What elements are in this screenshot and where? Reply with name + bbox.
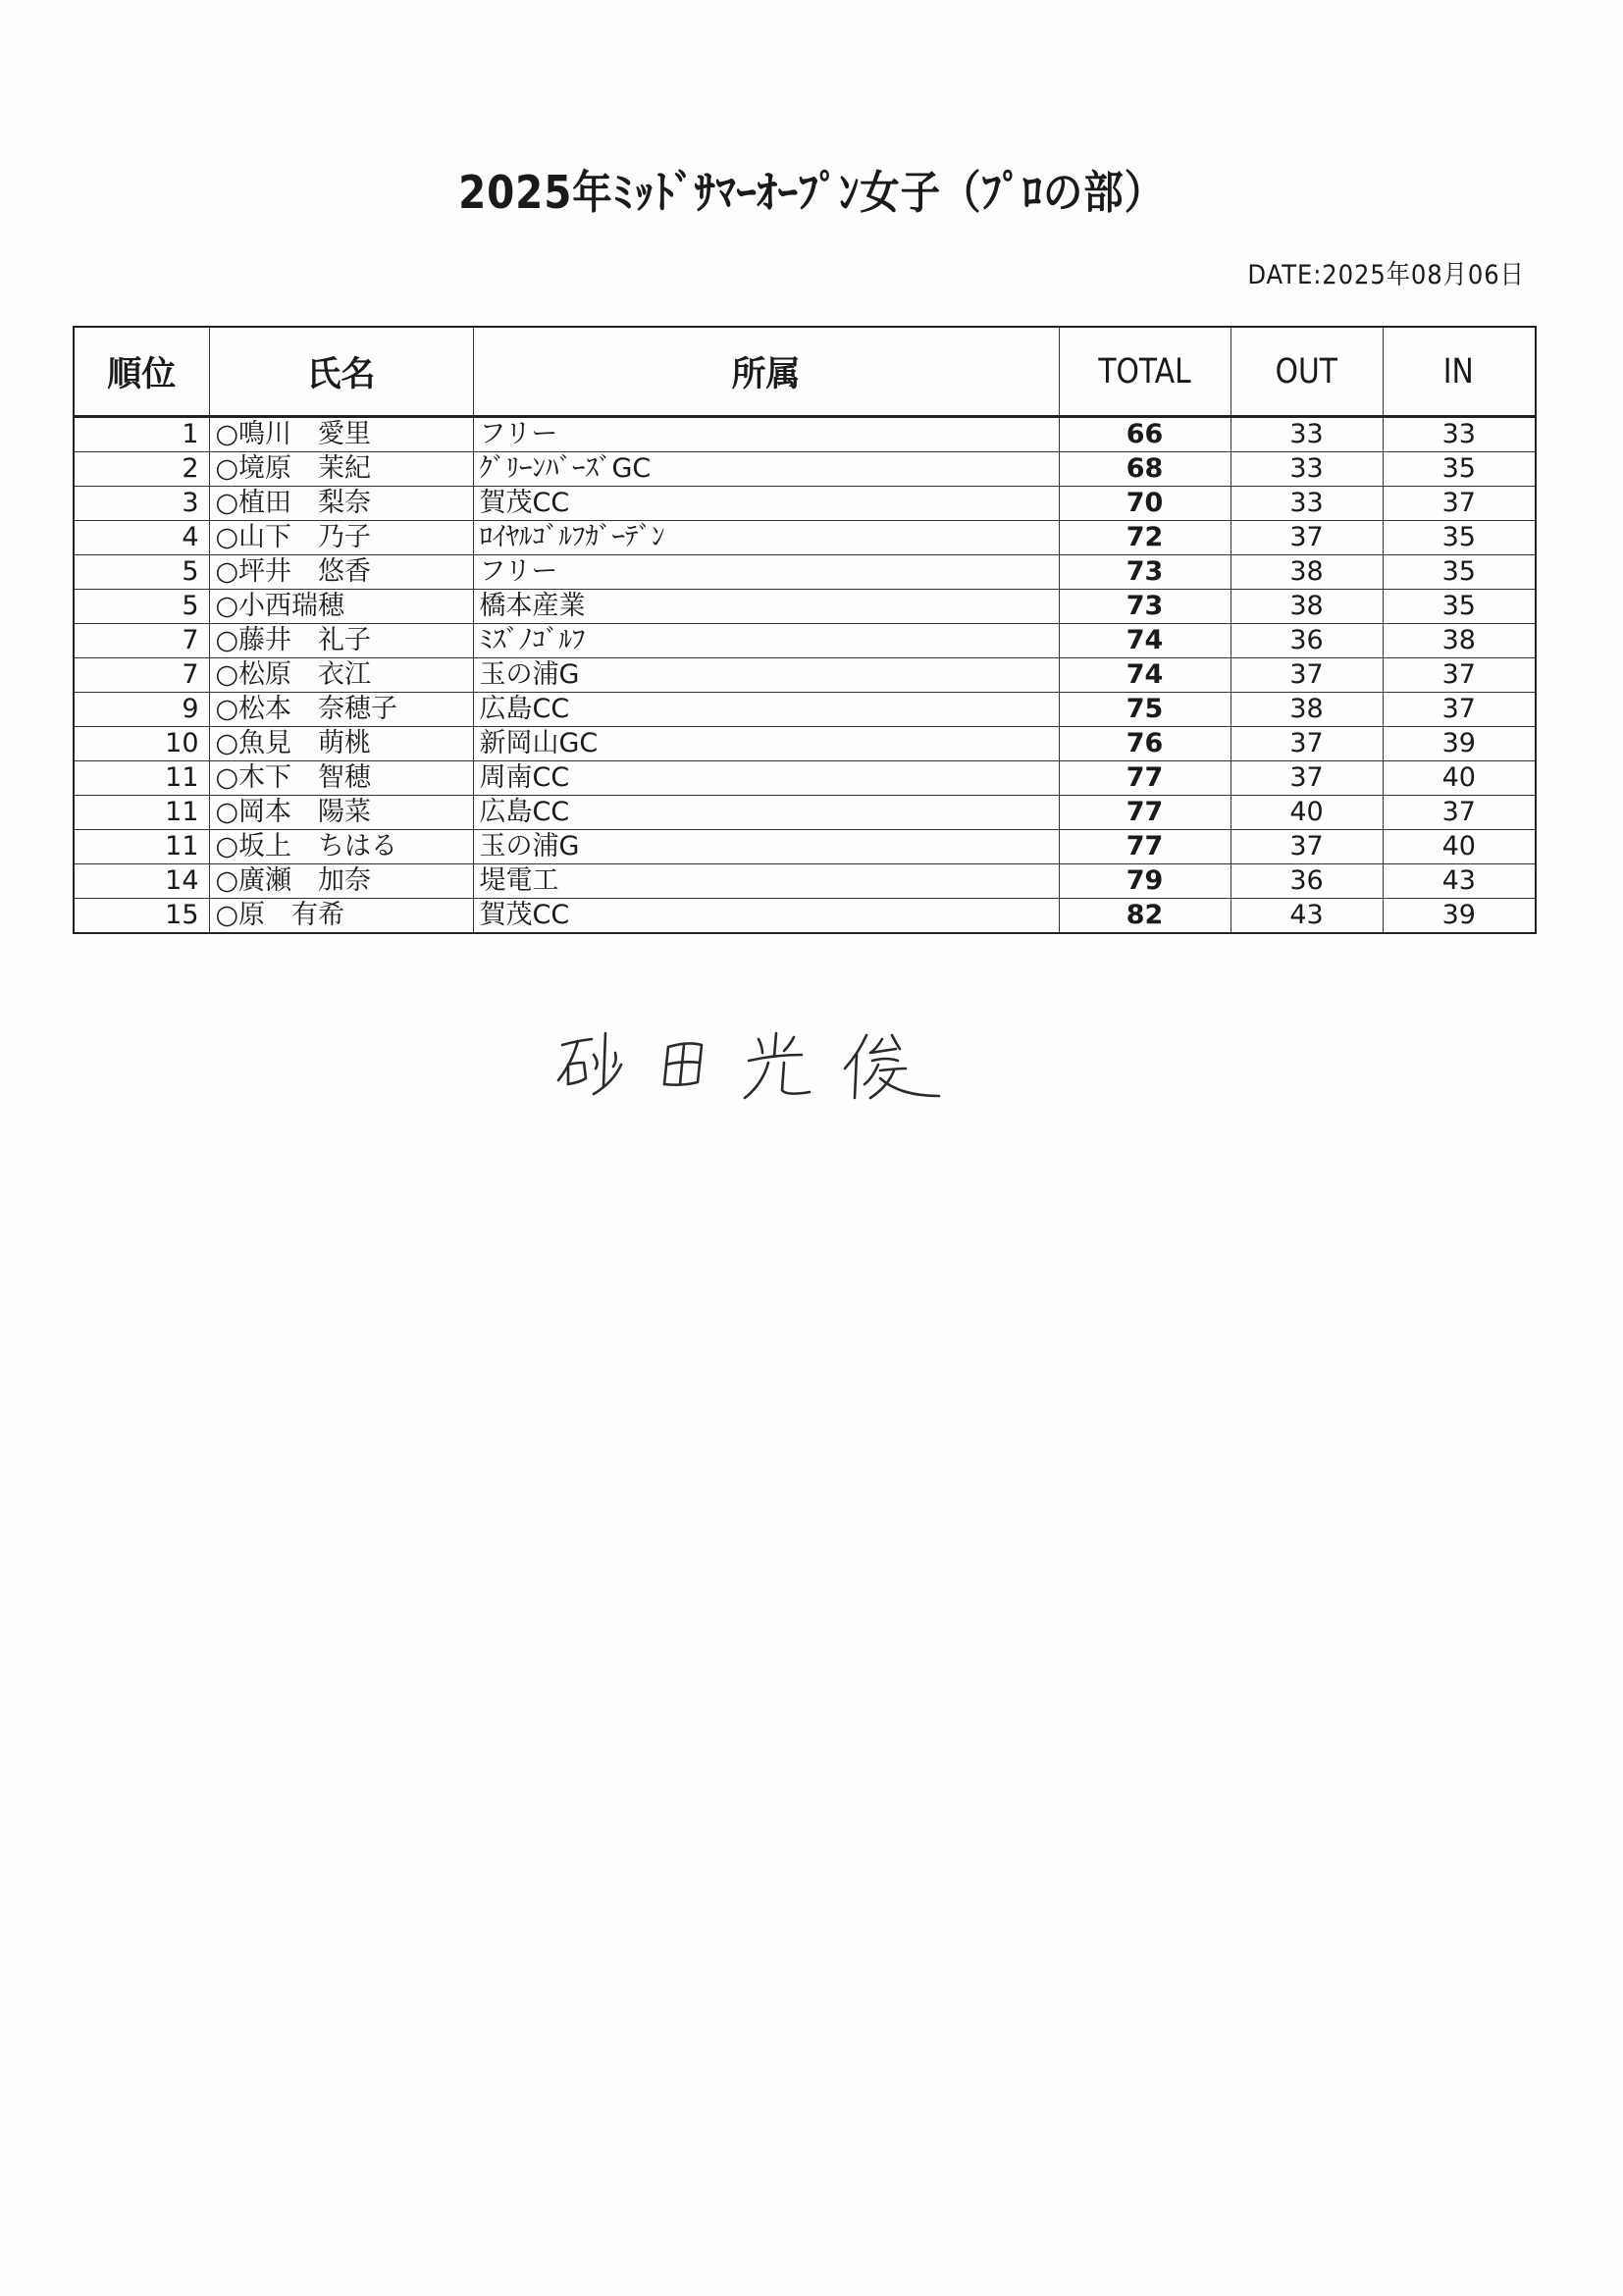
- cell-rank: 7: [74, 624, 209, 658]
- cell-in: 37: [1383, 487, 1536, 521]
- cell-player-name: ○坂上 ちはる: [209, 830, 473, 864]
- results-table: [73, 326, 1537, 934]
- table-row: [74, 452, 1536, 487]
- cell-out: 38: [1230, 693, 1383, 727]
- cell-in: 37: [1383, 796, 1536, 830]
- cell-affiliation: 賀茂CC: [473, 487, 1059, 521]
- cell-out: 38: [1230, 555, 1383, 590]
- cell-rank: 15: [74, 899, 209, 934]
- cell-player-name: ○小西瑞穂: [209, 590, 473, 624]
- cell-in: 35: [1383, 452, 1536, 487]
- cell-in: 39: [1383, 727, 1536, 761]
- table-row: [74, 624, 1536, 658]
- cell-in: 35: [1383, 555, 1536, 590]
- cell-out: 43: [1230, 899, 1383, 934]
- cell-in: 43: [1383, 864, 1536, 899]
- header-total-label: TOTAL: [1098, 351, 1191, 391]
- cell-rank: 10: [74, 727, 209, 761]
- cell-in: 37: [1383, 693, 1536, 727]
- header-rank: 順位: [74, 327, 209, 417]
- header-out-label: OUT: [1275, 351, 1338, 391]
- cell-out: 33: [1230, 452, 1383, 487]
- table-row: [74, 899, 1536, 934]
- cell-out: 37: [1230, 830, 1383, 864]
- cell-player-name: ○境原 茉紀: [209, 452, 473, 487]
- cell-total: 77: [1059, 830, 1230, 864]
- cell-total: 77: [1059, 796, 1230, 830]
- cell-affiliation: 玉の浦G: [473, 658, 1059, 693]
- table-row: [74, 555, 1536, 590]
- cell-affiliation: 堤電工: [473, 864, 1059, 899]
- cell-affiliation: 賀茂CC: [473, 899, 1059, 934]
- cell-total: 77: [1059, 761, 1230, 796]
- cell-out: 37: [1230, 727, 1383, 761]
- cell-rank: 11: [74, 830, 209, 864]
- handwritten-signature: [554, 1006, 967, 1114]
- cell-rank: 9: [74, 693, 209, 727]
- cell-player-name: ○岡本 陽菜: [209, 796, 473, 830]
- cell-player-name: ○植田 梨奈: [209, 487, 473, 521]
- cell-player-name: ○鳴川 愛里: [209, 417, 473, 452]
- cell-affiliation: 橋本産業: [473, 590, 1059, 624]
- cell-in: 35: [1383, 590, 1536, 624]
- cell-total: 79: [1059, 864, 1230, 899]
- cell-rank: 11: [74, 761, 209, 796]
- cell-player-name: ○山下 乃子: [209, 521, 473, 555]
- cell-player-name: ○廣瀬 加奈: [209, 864, 473, 899]
- document-title: 2025年ﾐｯﾄﾞｻﾏｰｵｰﾌﾟﾝ女子（ﾌﾟﾛの部）: [458, 166, 1165, 219]
- header-name: 氏名: [209, 327, 473, 417]
- cell-player-name: ○原 有希: [209, 899, 473, 934]
- cell-total: 70: [1059, 487, 1230, 521]
- cell-rank: 14: [74, 864, 209, 899]
- cell-total: 76: [1059, 727, 1230, 761]
- cell-total: 73: [1059, 590, 1230, 624]
- table-row: [74, 417, 1536, 452]
- cell-total: 74: [1059, 624, 1230, 658]
- cell-affiliation: フリー: [473, 417, 1059, 452]
- table-row: [74, 761, 1536, 796]
- cell-in: 38: [1383, 624, 1536, 658]
- header-row: [74, 327, 1536, 417]
- cell-out: 38: [1230, 590, 1383, 624]
- cell-player-name: ○松本 奈穂子: [209, 693, 473, 727]
- table-row: [74, 487, 1536, 521]
- cell-out: 33: [1230, 487, 1383, 521]
- cell-out: 37: [1230, 761, 1383, 796]
- cell-player-name: ○木下 智穂: [209, 761, 473, 796]
- table-row: [74, 830, 1536, 864]
- cell-in: 39: [1383, 899, 1536, 934]
- cell-affiliation: 新岡山GC: [473, 727, 1059, 761]
- cell-rank: 4: [74, 521, 209, 555]
- cell-out: 36: [1230, 624, 1383, 658]
- cell-out: 37: [1230, 521, 1383, 555]
- header-in-label: IN: [1443, 351, 1475, 391]
- cell-total: 68: [1059, 452, 1230, 487]
- cell-affiliation: 玉の浦G: [473, 830, 1059, 864]
- cell-rank: 5: [74, 590, 209, 624]
- cell-affiliation: ﾐｽﾞﾉｺﾞﾙﾌ: [473, 624, 1059, 658]
- table-row: [74, 864, 1536, 899]
- header-total: [1059, 327, 1230, 417]
- header-out: [1230, 327, 1383, 417]
- table-row: [74, 658, 1536, 693]
- results-body: [74, 417, 1536, 934]
- cell-rank: 1: [74, 417, 209, 452]
- cell-out: 37: [1230, 658, 1383, 693]
- cell-affiliation: 広島CC: [473, 693, 1059, 727]
- cell-in: 40: [1383, 830, 1536, 864]
- cell-in: 35: [1383, 521, 1536, 555]
- cell-rank: 7: [74, 658, 209, 693]
- table-row: [74, 521, 1536, 555]
- cell-affiliation: フリー: [473, 555, 1059, 590]
- cell-rank: 3: [74, 487, 209, 521]
- cell-rank: 2: [74, 452, 209, 487]
- cell-out: 36: [1230, 864, 1383, 899]
- cell-total: 74: [1059, 658, 1230, 693]
- cell-in: 33: [1383, 417, 1536, 452]
- table-row: [74, 693, 1536, 727]
- table-row: [74, 727, 1536, 761]
- cell-total: 75: [1059, 693, 1230, 727]
- cell-total: 73: [1059, 555, 1230, 590]
- cell-rank: 11: [74, 796, 209, 830]
- cell-rank: 5: [74, 555, 209, 590]
- cell-affiliation: ﾛｲﾔﾙｺﾞﾙﾌｶﾞｰﾃﾞﾝ: [473, 521, 1059, 555]
- cell-in: 37: [1383, 658, 1536, 693]
- cell-total: 82: [1059, 899, 1230, 934]
- cell-player-name: ○松原 衣江: [209, 658, 473, 693]
- table-row: [74, 796, 1536, 830]
- document-date: DATE:2025年08月06日: [1247, 260, 1525, 290]
- header-in: [1383, 327, 1536, 417]
- header-affiliation: 所属: [473, 327, 1059, 417]
- cell-player-name: ○藤井 礼子: [209, 624, 473, 658]
- table-row: [74, 590, 1536, 624]
- cell-affiliation: 周南CC: [473, 761, 1059, 796]
- cell-total: 72: [1059, 521, 1230, 555]
- cell-in: 40: [1383, 761, 1536, 796]
- cell-out: 40: [1230, 796, 1383, 830]
- cell-affiliation: ｸﾞﾘｰﾝﾊﾞｰｽﾞGC: [473, 452, 1059, 487]
- cell-total: 66: [1059, 417, 1230, 452]
- cell-out: 33: [1230, 417, 1383, 452]
- cell-affiliation: 広島CC: [473, 796, 1059, 830]
- cell-player-name: ○魚見 萌桃: [209, 727, 473, 761]
- cell-player-name: ○坪井 悠香: [209, 555, 473, 590]
